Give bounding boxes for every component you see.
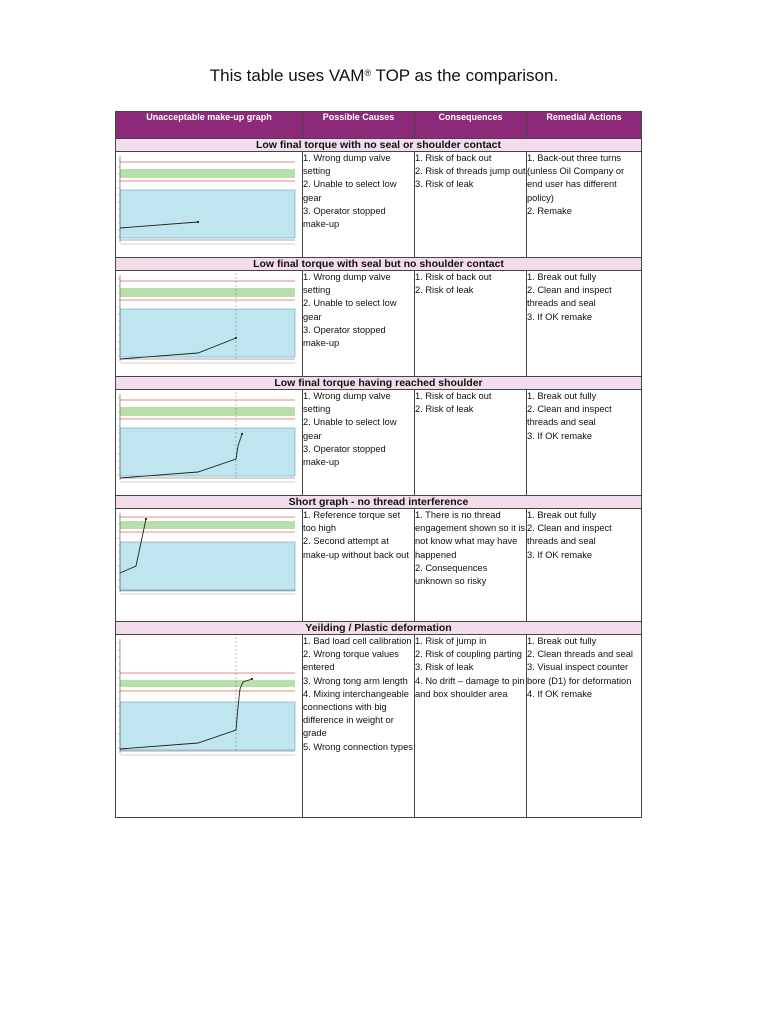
makeup-graph-cell (116, 271, 303, 377)
list-item: 1. Wrong dump valve setting (303, 153, 391, 177)
list-item: 3. Visual inspect counter bore (D1) for deformation (527, 662, 632, 686)
list-item: 2. Consequences unknown so risky (415, 562, 488, 587)
list-item: 1. Risk of back out (415, 153, 492, 163)
list-item: 2. Second attempt at make-up without back out (303, 536, 409, 560)
end-point (251, 678, 253, 680)
list-item: 1. Wrong dump valve setting (303, 272, 391, 296)
list-item: 3. Risk of leak (415, 179, 474, 190)
section-title: Yeilding / Plastic deformation (116, 622, 642, 635)
makeup-graph (116, 152, 301, 257)
acceptable-zone (120, 702, 295, 750)
list-item: 2. Clean and inspect threads and seal (527, 285, 612, 309)
consequences-cell (415, 509, 527, 622)
section-row (116, 622, 642, 635)
table-row (116, 509, 642, 622)
table-body (116, 139, 642, 818)
section-title: Low final torque with no seal or shoulder contact (116, 139, 642, 152)
acceptable-zone (120, 542, 295, 591)
page-title: This table uses VAM® TOP as the comparison. (209, 66, 559, 85)
makeup-graph (116, 509, 301, 621)
list-item: 1. Break out fully (527, 510, 597, 520)
list-item: 1. Risk of back out (415, 272, 492, 282)
makeup-graph-table (115, 111, 642, 818)
causes-cell (303, 271, 415, 377)
makeup-graph-cell (116, 390, 303, 496)
list-item: 1. Break out fully (527, 636, 597, 646)
section-title: Low final torque with seal but no shoulder contact (116, 258, 642, 271)
list-item: 2. Unable to select low gear (303, 298, 397, 322)
list-item: 4. If OK remake (527, 688, 593, 699)
actions-cell (527, 635, 642, 818)
list-item: 2. Clean and inspect threads and seal (527, 523, 612, 547)
list-item: 2. Clean and inspect threads and seal (527, 404, 612, 428)
list-item: 2. Risk of leak (415, 285, 474, 296)
header-consequences: Consequences (415, 112, 527, 139)
list-item: 3. Wrong tong arm length (303, 675, 408, 686)
list-item: 3. If OK remake (527, 311, 593, 322)
makeup-graph (116, 635, 301, 817)
list-item: 2. Wrong torque values entered (303, 649, 399, 673)
causes-cell (303, 390, 415, 496)
list-item: 2. Unable to select low gear (303, 417, 397, 441)
end-point (241, 433, 243, 435)
target-band (120, 288, 295, 297)
causes-cell (303, 635, 415, 818)
makeup-graph (116, 271, 301, 376)
consequences-cell (415, 390, 527, 496)
table-row (116, 152, 642, 258)
list-item: 2. Risk of coupling parting (415, 649, 522, 660)
list-item: 3. Operator stopped make-up (303, 205, 386, 230)
section-row (116, 496, 642, 509)
header-actions: Remedial Actions (527, 112, 642, 139)
target-band (120, 680, 295, 687)
acceptable-zone (120, 309, 295, 357)
header-graph: Unacceptable make-up graph (116, 112, 303, 139)
consequences-cell (415, 271, 527, 377)
list-item: 1. Risk of back out (415, 391, 492, 401)
list-item: 2. Remake (527, 205, 572, 216)
makeup-graph-cell (116, 635, 303, 818)
section-title: Low final torque having reached shoulder (116, 377, 642, 390)
makeup-graph (116, 390, 301, 495)
list-item: 3. Operator stopped make-up (303, 443, 386, 468)
list-item: 2. Risk of leak (415, 404, 474, 415)
list-item: 1. Bad load cell calibration (303, 636, 412, 646)
target-band (120, 521, 295, 529)
end-point (145, 518, 147, 520)
list-item: 4. No drift – damage to pin and box shoulder area (415, 675, 525, 699)
actions-cell (527, 390, 642, 496)
list-item: 1. Risk of jump in (415, 636, 487, 646)
consequences-cell (415, 152, 527, 258)
table-row (116, 271, 642, 377)
list-item: 2. Risk of threads jump out (415, 166, 526, 177)
consequences-cell (415, 635, 527, 818)
list-item: 1. Back-out three turns (unless Oil Company or end user has different policy) (527, 153, 625, 203)
causes-cell (303, 509, 415, 622)
list-item: 5. Wrong connection types (303, 741, 413, 752)
end-point (235, 337, 237, 339)
target-band (120, 169, 295, 178)
acceptable-zone (120, 190, 295, 238)
list-item: 2. Clean threads and seal (527, 649, 633, 660)
makeup-graph-cell (116, 152, 303, 258)
actions-cell (527, 271, 642, 377)
list-item: 1. There is no thread engagement shown so it is not know what may have happened (415, 510, 526, 560)
section-row (116, 258, 642, 271)
actions-cell (527, 509, 642, 622)
section-row (116, 139, 642, 152)
list-item: 3. If OK remake (527, 549, 593, 560)
end-point (197, 221, 199, 223)
section-title: Short graph - no thread interference (116, 496, 642, 509)
makeup-graph-cell (116, 509, 303, 622)
list-item: 3. If OK remake (527, 430, 593, 441)
actions-cell (527, 152, 642, 258)
table-row (116, 635, 642, 818)
causes-cell (303, 152, 415, 258)
header-causes: Possible Causes (303, 112, 415, 139)
list-item: 1. Wrong dump valve setting (303, 391, 391, 415)
list-item: 1. Break out fully (527, 272, 597, 282)
list-item: 1. Break out fully (527, 391, 597, 401)
table-row (116, 390, 642, 496)
list-item: 1. Reference torque set too high (303, 510, 401, 534)
target-band (120, 407, 295, 416)
section-row (116, 377, 642, 390)
list-item: 2. Unable to select low gear (303, 179, 397, 203)
list-item: 3. Risk of leak (415, 662, 474, 673)
table-header-row (116, 112, 642, 139)
list-item: 3. Operator stopped make-up (303, 324, 386, 349)
list-item: 4. Mixing interchangeable connections with big difference in weight or grade (303, 688, 409, 739)
